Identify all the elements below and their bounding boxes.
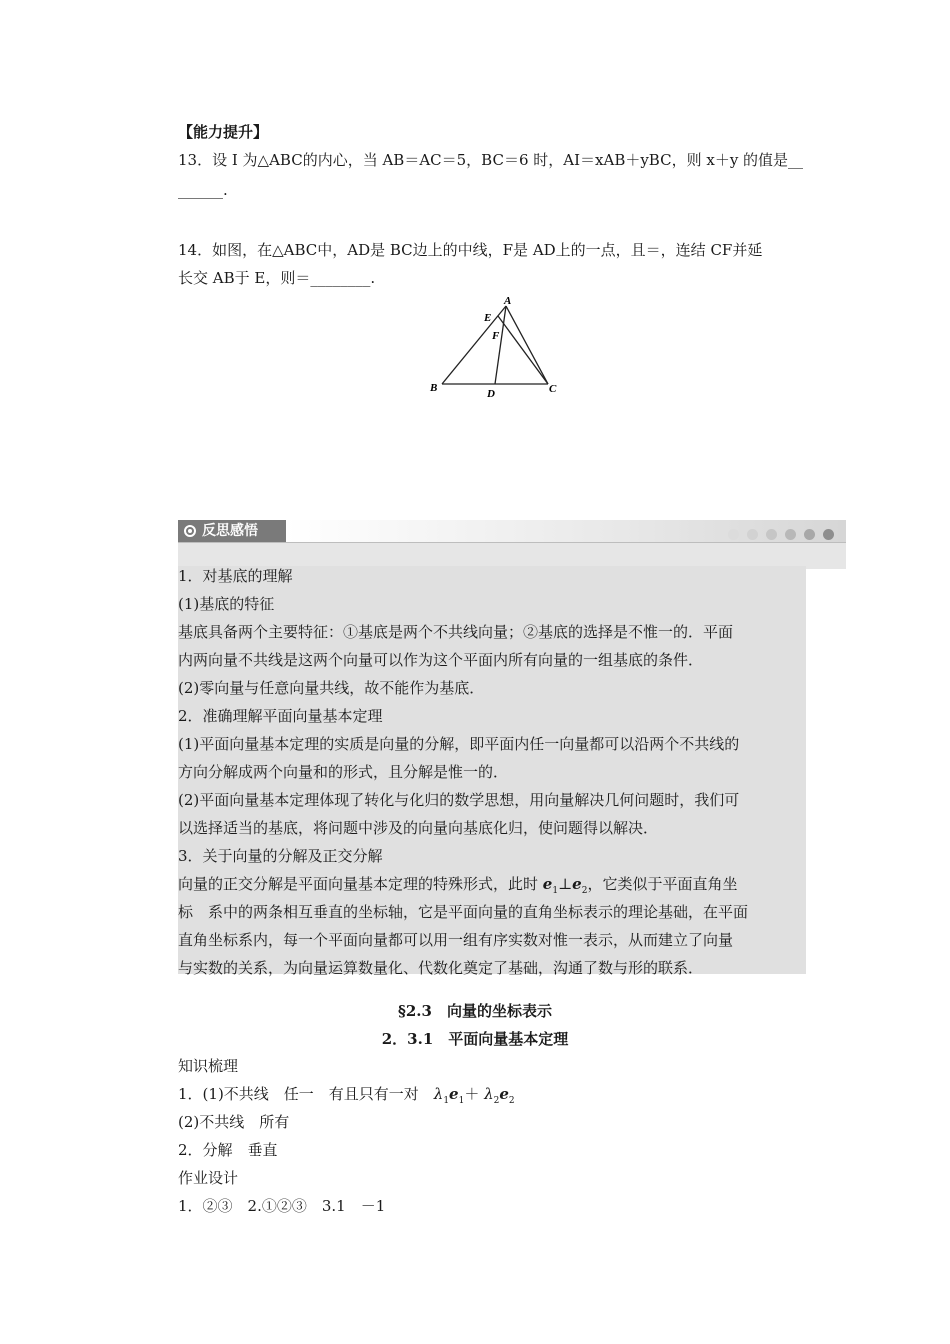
reflection-line: (2)零向量与任意向量共线，故不能作为基底． — [178, 679, 485, 697]
vector-e2-sub: 2 — [581, 886, 588, 896]
header-underlay — [178, 542, 846, 569]
header-strip — [286, 520, 846, 542]
decorative-dots — [720, 525, 834, 544]
orthogonal-line: 标 系中的两条相互垂直的坐标轴，它是平面向量的直角坐标表示的理论基础，在平面 — [178, 903, 749, 921]
label-a: A — [504, 295, 512, 307]
vector-e1-sub: 1 — [552, 886, 559, 896]
reflection-line: 以选择适当的基底，将问题中涉及的向量向基底化归，使问题得以解决． — [178, 819, 659, 837]
decorative-dot — [728, 529, 739, 540]
knowledge-item-1-text: 1．(1)不共线 任一 有且只有一对 — [178, 1085, 434, 1103]
question-14-line-2: 长交 AB于 E，则＝________. — [178, 269, 376, 287]
section-title: §2.3 向量的坐标表示 — [398, 1002, 552, 1020]
reflection-line: 2．准确理解平面向量基本定理 — [178, 707, 383, 725]
label-e: E — [484, 312, 492, 324]
label-b: B — [430, 382, 438, 394]
question-14-line-1: 14．如图，在△ABC中，AD是 BC边上的中线，F是 AD上的一点，且＝，连结 CF并延 — [178, 241, 763, 259]
reflection-tab-label: 反思感悟 — [202, 523, 258, 539]
reflection-tab — [178, 520, 286, 542]
orthogonal-line: 直角坐标系内，每一个平面向量都可以用一组有序实数对惟一表示，从而建立了向量 — [178, 931, 734, 949]
question-13-line-1: 13．设 I 为△ABC的内心，当 AB＝AC＝5，BC＝6 时，AI＝xAB＋yBC，则 x＋y 的值是__ — [178, 151, 804, 169]
plus-sign: ＋ — [464, 1085, 485, 1103]
reflection-line: (2)平面向量基本定理体现了转化与化归的数学思想，用向量解决几何问题时，我们可 — [178, 791, 740, 809]
circle-icon — [184, 525, 196, 537]
decorative-dot — [823, 529, 834, 540]
reflection-line: 基底具备两个主要特征：①基底是两个不共线向量；②基底的选择是不惟一的．平面 — [178, 623, 734, 641]
lambda-1: λ — [433, 1085, 444, 1103]
label-d: D — [487, 388, 495, 400]
knowledge-item-2: (2)不共线 所有 — [178, 1113, 290, 1131]
question-13-line-2: ______. — [178, 181, 228, 199]
decorative-dot — [785, 529, 796, 540]
reflection-line: (1)基底的特征 — [178, 595, 275, 613]
orthogonal-line-1 — [178, 874, 737, 901]
ability-heading: 【能力提升】 — [178, 123, 269, 141]
knowledge-item-1 — [178, 1084, 515, 1111]
subsection-title: 2．3.1 平面向量基本定理 — [381, 1030, 569, 1048]
reflection-line: 内两向量不共线是这两个向量可以作为这个平面内所有向量的一组基底的条件． — [178, 651, 704, 669]
side-ac — [506, 306, 548, 384]
homework-heading: 作业设计 — [178, 1169, 239, 1187]
orthogonal-text-pre: 向量的正交分解是平面向量基本定理的特殊形式，此时 — [178, 875, 543, 893]
knowledge-heading: 知识梳理 — [178, 1057, 239, 1075]
vector-e1: e — [542, 875, 553, 893]
reflection-line: 3．关于向量的分解及正交分解 — [178, 847, 383, 865]
vector-e2-sub: 2 — [508, 1096, 515, 1106]
reflection-line: 方向分解成两个向量和的形式，且分解是惟一的． — [178, 763, 509, 781]
vector-e2: e — [572, 875, 582, 893]
vector-e2: e — [499, 1085, 509, 1103]
segment-ce — [498, 316, 548, 384]
orthogonal-line: 与实数的关系，为向量运算数量化、代数化奠定了基础，沟通了数与形的联系． — [178, 959, 704, 977]
decorative-dot — [747, 529, 758, 540]
homework-answers: 1．②③ 2.①②③ 3.1 －1 — [178, 1197, 386, 1215]
triangle-figure — [420, 290, 570, 400]
label-c: C — [549, 383, 557, 395]
decorative-dot — [804, 529, 815, 540]
orthogonal-text-post: ，它类似于平面直角坐 — [587, 875, 738, 893]
perp-symbol: ⊥ — [558, 875, 573, 893]
reflection-line: (1)平面向量基本定理的实质是向量的分解，即平面内任一向量都可以沿两个不共线的 — [178, 735, 740, 753]
vector-e1-sub: 1 — [458, 1096, 465, 1106]
decorative-dot — [766, 529, 777, 540]
lambda-1-sub: 1 — [443, 1096, 450, 1106]
lambda-2: λ — [484, 1085, 494, 1103]
label-f: F — [492, 330, 500, 342]
reflection-header-bar — [178, 520, 846, 568]
lambda-2-sub: 2 — [493, 1096, 500, 1106]
vector-e1: e — [449, 1085, 459, 1103]
knowledge-item-3: 2．分解 垂直 — [178, 1141, 278, 1159]
reflection-line: 1．对基底的理解 — [178, 567, 293, 585]
